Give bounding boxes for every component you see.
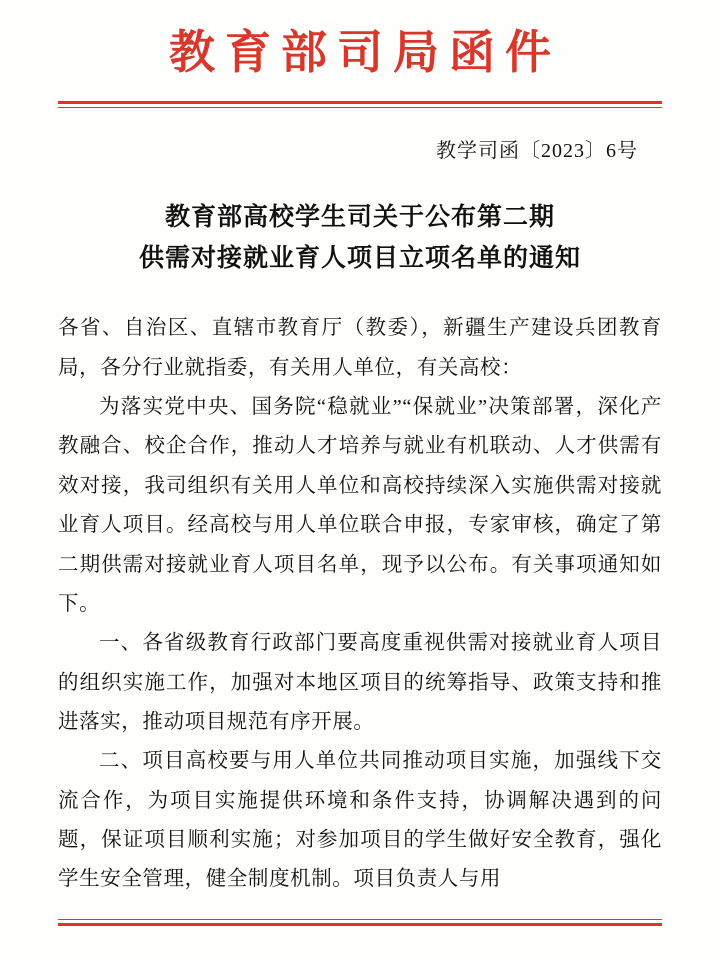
body-paragraph-1: 为落实党中央、国务院“稳就业”“保就业”决策部署，深化产教融合、校企合作，推动人才培养与就业有机联动、人才供需有效对接，我司组织有关用人单位和高校持续深入实施供需对接就业育人项目。经高校与用人单位联合申报，专家审核，确定了第二期供需对接就业育人项目名单，现予以公布。有关事项通知如下。 bbox=[58, 396, 662, 615]
footer-rule-thick bbox=[58, 923, 662, 926]
body-paragraph-2: 一、各省级教育行政部门要高度重视供需对接就业育人项目的组织实施工作，加强对本地区项目的统筹指导、政策支持和推进落实，推动项目规范有序开展。 bbox=[58, 632, 662, 733]
document-title-line-1: 教育部高校学生司关于公布第二期 bbox=[164, 203, 555, 231]
masthead bbox=[58, 0, 662, 79]
body-paragraph-addressee: 各省、自治区、直辖市教育厅（教委），新疆生产建设兵团教育局，各分行业就指委，有关用人单位，有关高校： bbox=[58, 317, 662, 379]
header-rule-thin bbox=[58, 107, 662, 108]
footer-rule-thin bbox=[58, 919, 662, 920]
document-number-row bbox=[58, 134, 662, 163]
masthead-title: 教育部司局函件 bbox=[169, 25, 561, 79]
document-number: 教学司函〔2023〕6号 bbox=[436, 139, 638, 162]
footer-rules bbox=[58, 919, 662, 926]
body-paragraph-3: 二、项目高校要与用人单位共同推动项目实施，加强线下交流合作，为项目实施提供环境和条件支持，协调解决遇到的问题，保证项目顺利实施；对参加项目的学生做好安全教育，强化学生安全管理，健全制度机制。项目负责人与用 bbox=[58, 750, 662, 891]
header-rule-thick bbox=[58, 101, 662, 104]
document-title bbox=[58, 197, 662, 280]
document-title-line-2: 供需对接就业育人项目立项名单的通知 bbox=[138, 245, 581, 273]
document-body bbox=[58, 309, 662, 899]
